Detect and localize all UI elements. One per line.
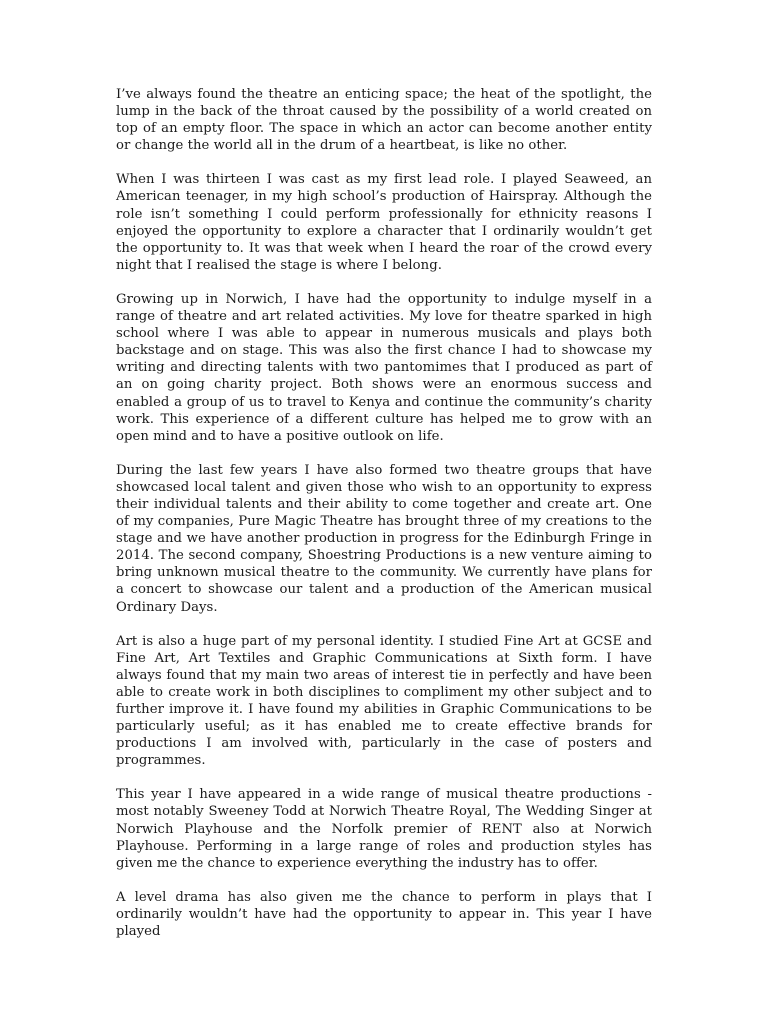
paragraph-norwich: Growing up in Norwich, I have had the opportunity to indulge myself in a range of theatre and art related activities. My love for theatre sparked in high school where I was able to appear in numerous musicals and plays both backstage and on stage. This was also the first chance I had to showcase my writing and directing talents with two pantomimes that I produced as part of an on going charity project. Both shows were an enormous success and enabled a group of us to travel to Kenya and continue the community’s charity work. This experience of a different culture has helped me to grow with an open mind and to have a positive outlook on life. bbox=[116, 291, 652, 444]
paragraph-art: Art is also a huge part of my personal identity. I studied Fine Art at GCSE and Fine Art, Art Textiles and Graphic Communications at Sixth form. I have always found that my main two areas of interest tie in perfectly and have been able to create work in both disciplines to compliment my other subject and to further improve it. I have found my abilities in Graphic Communications to be particularly useful; as it has enabled me to create effective brands for productions I am involved with, particularly in the case of posters and programmes. bbox=[116, 633, 652, 769]
paragraph-theatre-groups: During the last few years I have also formed two theatre groups that have showcased local talent and given those who wish to an opportunity to express their individual talents and their ability to come together and create art. One of my companies, Pure Magic Theatre has brought three of my creations to the stage and we have another production in progress for the Edinburgh Fringe in 2014. The second company, Shoestring Productions is a new venture aiming to bring unknown musical theatre to the community. We currently have plans for a concert to showcase our talent and a production of the American musical Ordinary Days. bbox=[116, 462, 652, 615]
document-page bbox=[116, 86, 652, 957]
paragraph-a-level-drama: A level drama has also given me the chance to perform in plays that I ordinarily wouldn’t have had the opportunity to appear in. This year I have played bbox=[116, 889, 652, 940]
paragraph-intro: I’ve always found the theatre an enticing space; the heat of the spotlight, the lump in the back of the throat caused by the possibility of a world created on top of an empty floor. The space in which an actor can become another entity or change the world all in the drum of a heartbeat, is like no other. bbox=[116, 87, 652, 154]
paragraph-first-lead-role: When I was thirteen I was cast as my first lead role. I played Seaweed, an American teenager, in my high school’s production of Hairspray. Although the role isn’t something I could perform professionally for ethnicity reasons I enjoyed the opportunity to explore a character that I ordinarily wouldn’t get the opportunity to. It was that week when I heard the roar of the crowd every night that I realised the stage is where I belong. bbox=[116, 172, 652, 273]
paragraph-productions: This year I have appeared in a wide range of musical theatre productions - most notably Sweeney Todd at Norwich Theatre Royal, The Wedding Singer at Norwich Playhouse and the Norfolk premier of RENT also at Norwich Playhouse. Performing in a large range of roles and production styles has given me the chance to experience everything the industry has to offer. bbox=[116, 787, 652, 871]
